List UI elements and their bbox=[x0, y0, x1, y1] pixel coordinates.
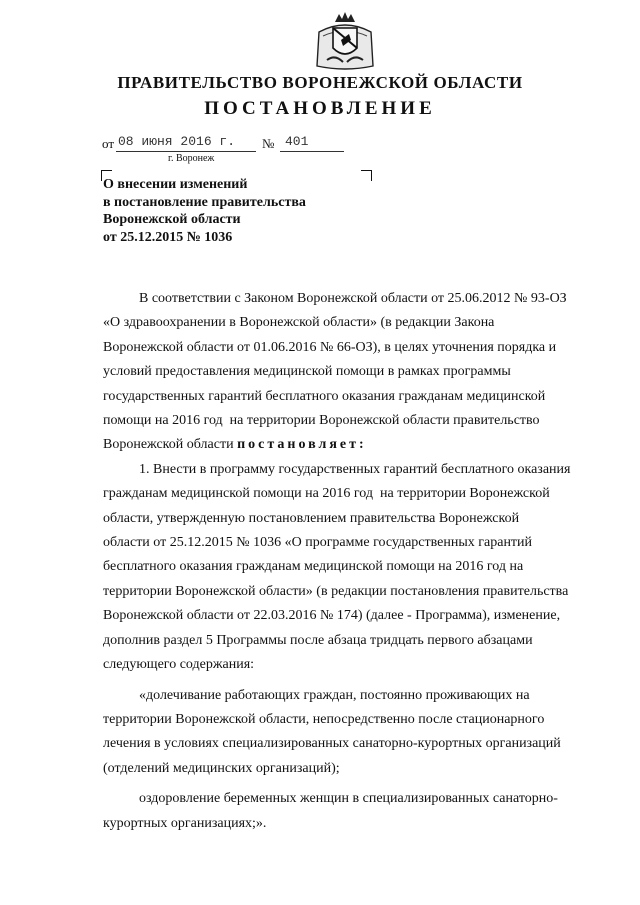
body-line: государственных гарантий бесплатного оказания гражданам медицинской bbox=[103, 388, 546, 404]
government-title: ПРАВИТЕЛЬСТВО ВОРОНЕЖСКОЙ ОБЛАСТИ bbox=[117, 73, 523, 92]
body-line: области от 25.12.2015 № 1036 «О программе государственных гарантий bbox=[103, 535, 533, 551]
city-label: г. Воронеж bbox=[168, 153, 215, 164]
body-line: В соответствии с Законом Воронежской области от 25.06.2012 № 93-ОЗ bbox=[139, 291, 567, 306]
body-line: гражданам медицинской помощи на 2016 год на территории Воронежской bbox=[103, 486, 550, 502]
document-body bbox=[103, 287, 608, 836]
body-line: следующего содержания: bbox=[103, 657, 255, 673]
body-line: дополнив раздел 5 Программы после абзаца тридцать первого абзацами bbox=[103, 632, 533, 648]
subject-line: Воронежской области bbox=[103, 212, 241, 227]
body-line: Воронежской области постановляет: bbox=[103, 433, 608, 457]
body-line: «долечивание работающих граждан, постоянно проживающих на bbox=[139, 687, 530, 703]
body-line: оздоровление беременных женщин в специализированных санаторно- bbox=[139, 791, 558, 807]
number-underline bbox=[280, 151, 344, 152]
from-label: от bbox=[102, 136, 115, 151]
number-label: № bbox=[262, 136, 275, 151]
body-line: Воронежской области от 22.03.2016 № 174) (далее - Программа), изменение, bbox=[103, 608, 561, 624]
document-type-title: ПОСТАНОВЛЕНИЕ bbox=[204, 98, 436, 119]
body-line: Воронежской области от 01.06.2016 № 66-ОЗ), в целях уточнения порядка и bbox=[103, 339, 557, 355]
body-line: курортных организациях;». bbox=[103, 815, 267, 831]
body-line: территории Воронежской области, непосредственно после стационарного bbox=[103, 711, 545, 727]
body-line: бесплатного оказания гражданам медицинской помощи на 2016 год на bbox=[103, 559, 524, 575]
body-line: (отделений медицинских организаций); bbox=[103, 760, 340, 776]
decree-keyword: постановляет: bbox=[237, 437, 367, 453]
body-line: условий предоставления медицинской помощи в рамках программы bbox=[103, 364, 511, 380]
document-subject bbox=[103, 176, 363, 246]
document-date: 08 июня 2016 г. bbox=[118, 134, 236, 149]
subject-line: в постановление правительства bbox=[103, 194, 306, 210]
body-line: «О здравоохранении в Воронежской области» (в редакции Закона bbox=[103, 315, 495, 331]
coat-of-arms-icon bbox=[313, 10, 377, 72]
body-line: области, утвержденную постановлением правительства Воронежской bbox=[103, 510, 520, 526]
subject-line: от 25.12.2015 № 1036 bbox=[103, 229, 233, 245]
body-line: помощи на 2016 год на территории Воронежской области правительство bbox=[103, 413, 540, 429]
body-line: 1. Внести в программу государственных гарантий бесплатного оказания bbox=[139, 461, 571, 477]
document-number: 401 bbox=[285, 134, 309, 149]
date-underline bbox=[116, 151, 256, 152]
body-line: территории Воронежской области» (в редакции постановления правительства bbox=[103, 583, 569, 599]
body-line: лечения в условиях специализированных санаторно-курортных организаций bbox=[103, 736, 561, 752]
subject-line: О внесении изменений bbox=[103, 177, 248, 192]
